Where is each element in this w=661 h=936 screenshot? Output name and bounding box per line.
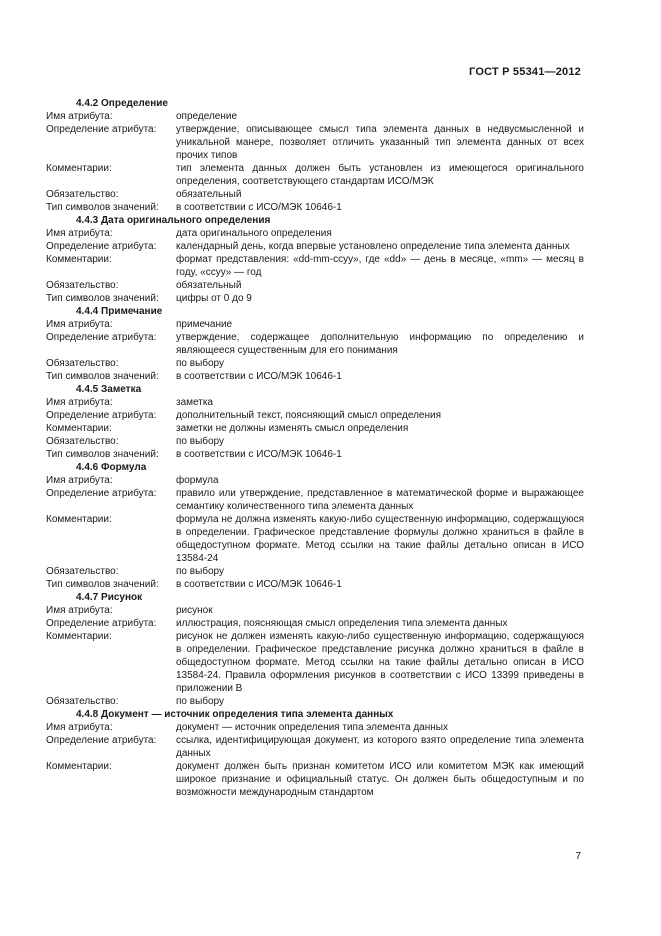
- attribute-value: формула не должна изменять какую-либо существенную информацию, содержащуюся в определении. Графическое представление формулы должно храниться в файле в общедоступном формате. Метод ссылки на такие файлы детально описан в ИСО 13584-24: [176, 514, 584, 564]
- attribute-value: рисунок: [176, 605, 213, 616]
- attribute-label: Обязательство:: [46, 280, 119, 291]
- attribute-row: [46, 240, 584, 253]
- attribute-label: Обязательство:: [46, 436, 119, 447]
- attribute-row: [46, 331, 584, 357]
- attribute-value: в соответствии с ИСО/МЭК 10646-1: [176, 371, 342, 382]
- attribute-value: тип элемента данных должен быть установлен из имеющегося оригинального определения, соответствующего стандартам ИСО/МЭК: [176, 163, 584, 187]
- attribute-label: Тип символов значений:: [46, 293, 159, 304]
- attribute-value: цифры от 0 до 9: [176, 293, 252, 304]
- attribute-value: по выбору: [176, 696, 224, 707]
- attribute-row: [46, 578, 584, 591]
- attribute-row: [46, 292, 584, 305]
- attribute-value: иллюстрация, поясняющая смысл определения типа элемента данных: [176, 618, 508, 629]
- attribute-label: Тип символов значений:: [46, 579, 159, 590]
- attribute-label: Имя атрибута:: [46, 397, 113, 408]
- attribute-value: формула: [176, 475, 219, 486]
- attribute-label: Определение атрибута:: [46, 124, 157, 135]
- attribute-label: Комментарии:: [46, 163, 112, 174]
- attribute-value: обязательный: [176, 189, 242, 200]
- attribute-label: Имя атрибута:: [46, 228, 113, 239]
- attribute-value: в соответствии с ИСО/МЭК 10646-1: [176, 202, 342, 213]
- attribute-row: [46, 760, 584, 799]
- attribute-row: [46, 474, 584, 487]
- attribute-label: Обязательство:: [46, 189, 119, 200]
- attribute-row: [46, 123, 584, 162]
- attribute-row: [46, 318, 584, 331]
- attribute-row: [46, 734, 584, 760]
- page-number: 7: [575, 851, 581, 862]
- document-body: [46, 97, 584, 799]
- attribute-label: Тип символов значений:: [46, 202, 159, 213]
- attribute-value: утверждение, описывающее смысл типа элемента данных в недвусмысленной и уникальной манере, позволяет отличить указанный тип элемента данных от всех прочих типов: [176, 124, 584, 161]
- attribute-row: [46, 721, 584, 734]
- attribute-value: заметки не должны изменять смысл определения: [176, 423, 409, 434]
- attribute-row: [46, 513, 584, 565]
- section-heading: 4.4.4 Примечание: [76, 306, 163, 317]
- attribute-label: Комментарии:: [46, 761, 112, 772]
- attribute-row: [46, 695, 584, 708]
- document-header: ГОСТ Р 55341—2012: [469, 66, 581, 78]
- attribute-label: Имя атрибута:: [46, 111, 113, 122]
- attribute-label: Определение атрибута:: [46, 488, 157, 499]
- attribute-label: Обязательство:: [46, 566, 119, 577]
- attribute-value: ссылка, идентифицирующая документ, из которого взято определение типа элемента данных: [176, 735, 584, 759]
- attribute-label: Тип символов значений:: [46, 449, 159, 460]
- attribute-row: [46, 162, 584, 188]
- attribute-label: Имя атрибута:: [46, 319, 113, 330]
- attribute-value: определение: [176, 111, 238, 122]
- attribute-value: календарный день, когда впервые установлено определение типа элемента данных: [176, 241, 570, 252]
- attribute-value: документ — источник определения типа элемента данных: [176, 722, 448, 733]
- attribute-value: в соответствии с ИСО/МЭК 10646-1: [176, 449, 342, 460]
- attribute-label: Определение атрибута:: [46, 735, 157, 746]
- section-heading: 4.4.6 Формула: [76, 462, 147, 473]
- attribute-label: Определение атрибута:: [46, 618, 157, 629]
- section-heading: 4.4.5 Заметка: [76, 384, 142, 395]
- attribute-row: [46, 253, 584, 279]
- attribute-value: по выбору: [176, 566, 224, 577]
- attribute-label: Имя атрибута:: [46, 722, 113, 733]
- attribute-label: Имя атрибута:: [46, 605, 113, 616]
- attribute-label: Тип символов значений:: [46, 371, 159, 382]
- attribute-value: по выбору: [176, 436, 224, 447]
- attribute-label: Комментарии:: [46, 631, 112, 642]
- section-heading: 4.4.3 Дата оригинального определения: [76, 215, 271, 226]
- attribute-value: документ должен быть признан комитетом ИСО или комитетом МЭК как имеющий широкое признание и официальный статус. Он должен быть общедоступным и по возможности международным стандартом: [176, 761, 584, 798]
- attribute-label: Комментарии:: [46, 254, 112, 265]
- attribute-row: [46, 188, 584, 201]
- section-heading: 4.4.7 Рисунок: [76, 592, 143, 603]
- attribute-row: [46, 227, 584, 240]
- attribute-row: [46, 422, 584, 435]
- attribute-row: [46, 409, 584, 422]
- section-heading: 4.4.8 Документ — источник определения типа элемента данных: [76, 709, 394, 720]
- attribute-value: рисунок не должен изменять какую-либо существенную информацию, содержащуюся в определении. Графическое представление рисунка должно храниться в файле в общедоступном формате. Метод ссылки на такие файлы детально описан в ИСО 13584-24. Правила оформления рисунков в соответствии с ИСО 13399 приведены в приложении В: [176, 631, 584, 694]
- attribute-value: формат представления: «dd-mm-ccyy», где «dd» — день в месяце, «mm» — месяц в году, «ccyy» — год: [176, 254, 584, 278]
- attribute-value: заметка: [176, 397, 213, 408]
- attribute-value: примечание: [176, 319, 233, 330]
- attribute-label: Определение атрибута:: [46, 241, 157, 252]
- attribute-label: Определение атрибута:: [46, 410, 157, 421]
- attribute-row: [46, 630, 584, 695]
- attribute-value: утверждение, содержащее дополнительную информацию по определению и являющееся существенным для его понимания: [176, 332, 584, 356]
- attribute-row: [46, 565, 584, 578]
- attribute-value: дата оригинального определения: [176, 228, 332, 239]
- attribute-row: [46, 201, 584, 214]
- attribute-value: обязательный: [176, 280, 242, 291]
- attribute-value: правило или утверждение, представленное в математической форме и выражающее семантику количественного типа элемента данных: [176, 488, 584, 512]
- attribute-label: Определение атрибута:: [46, 332, 157, 343]
- attribute-label: Обязательство:: [46, 358, 119, 369]
- attribute-row: [46, 396, 584, 409]
- attribute-row: [46, 435, 584, 448]
- attribute-row: [46, 357, 584, 370]
- attribute-row: [46, 370, 584, 383]
- attribute-value: дополнительный текст, поясняющий смысл определения: [176, 410, 442, 421]
- attribute-label: Комментарии:: [46, 514, 112, 525]
- attribute-row: [46, 604, 584, 617]
- attribute-row: [46, 279, 584, 292]
- attribute-row: [46, 448, 584, 461]
- attribute-label: Обязательство:: [46, 696, 119, 707]
- section-heading: 4.4.2 Определение: [76, 98, 168, 109]
- attribute-row: [46, 617, 584, 630]
- attribute-value: по выбору: [176, 358, 224, 369]
- attribute-row: [46, 487, 584, 513]
- attribute-label: Имя атрибута:: [46, 475, 113, 486]
- attribute-row: [46, 110, 584, 123]
- attribute-value: в соответствии с ИСО/МЭК 10646-1: [176, 579, 342, 590]
- attribute-label: Комментарии:: [46, 423, 112, 434]
